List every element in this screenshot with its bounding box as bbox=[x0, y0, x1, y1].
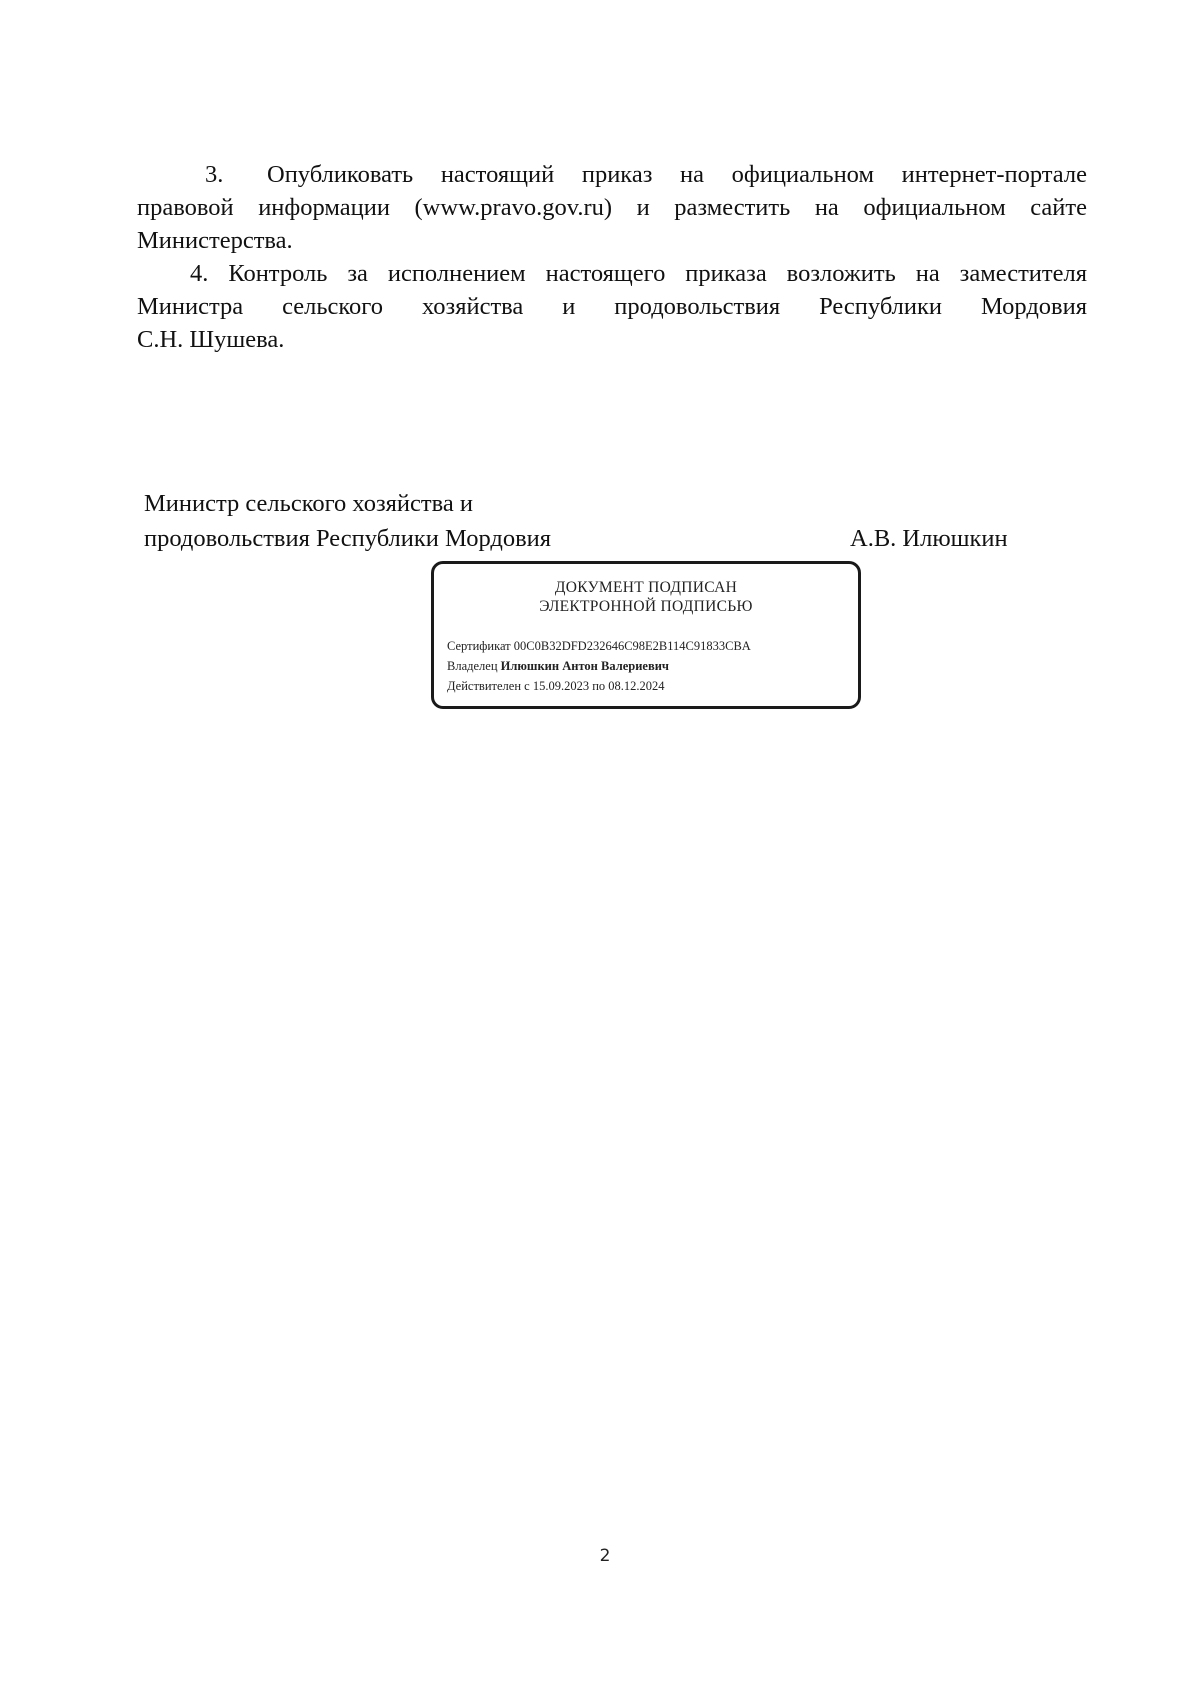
paragraph-3-number: 3. bbox=[205, 161, 224, 188]
stamp-certificate-label: Сертификат bbox=[447, 639, 511, 653]
electronic-signature-stamp bbox=[431, 561, 861, 709]
paragraph-3 bbox=[137, 158, 1087, 257]
paragraph-3-line-2: правовой информации (www.pravo.gov.ru) и разместить на официальном сайте bbox=[137, 194, 1087, 221]
paragraph-3-line-1-text: Опубликовать настоящий приказ на официальном интернет-портале bbox=[267, 161, 1087, 188]
paragraph-3-line-1 bbox=[137, 158, 1087, 191]
signatory-title-line-2: продовольствия Республики Мордовия bbox=[144, 525, 552, 552]
stamp-valid-label: Действителен bbox=[447, 679, 522, 693]
paragraph-3-line-3: Министерства. bbox=[137, 227, 293, 254]
stamp-heading-line-1: ДОКУМЕНТ ПОДПИСАН bbox=[554, 579, 738, 596]
paragraph-4-line-2: Министра сельского хозяйства и продовольствия Республики Мордовия bbox=[137, 293, 1087, 320]
paragraph-4 bbox=[137, 257, 1087, 356]
signatory-title-line-1: Министр сельского хозяйства и bbox=[144, 490, 473, 517]
document-body bbox=[137, 158, 1087, 356]
stamp-owner-label: Владелец bbox=[447, 659, 498, 673]
stamp-valid-to: 08.12.2024 bbox=[608, 679, 665, 693]
paragraph-4-line-3: С.Н. Шушева. bbox=[137, 326, 285, 353]
stamp-valid-to-prefix: по bbox=[592, 679, 606, 693]
stamp-heading-line-2: ЭЛЕКТРОННОЙ ПОДПИСЬЮ bbox=[539, 598, 753, 615]
stamp-heading bbox=[434, 578, 858, 616]
signatory-name: А.В. Илюшкин bbox=[850, 525, 1008, 552]
signatory-title bbox=[144, 486, 704, 556]
stamp-certificate bbox=[447, 636, 751, 656]
stamp-owner-value: Илюшкин Антон Валериевич bbox=[500, 659, 669, 673]
stamp-validity bbox=[447, 676, 751, 696]
stamp-owner bbox=[447, 656, 751, 676]
stamp-certificate-value: 00C0B32DFD232646C98E2B114C91833CBA bbox=[513, 639, 751, 653]
stamp-details bbox=[447, 636, 751, 696]
paragraph-4-line-1: 4. Контроль за исполнением настоящего приказа возложить на заместителя bbox=[190, 260, 1087, 287]
stamp-valid-from: 15.09.2023 bbox=[532, 679, 590, 693]
stamp-valid-from-prefix: с bbox=[524, 679, 530, 693]
page-number: 2 bbox=[599, 1546, 611, 1566]
